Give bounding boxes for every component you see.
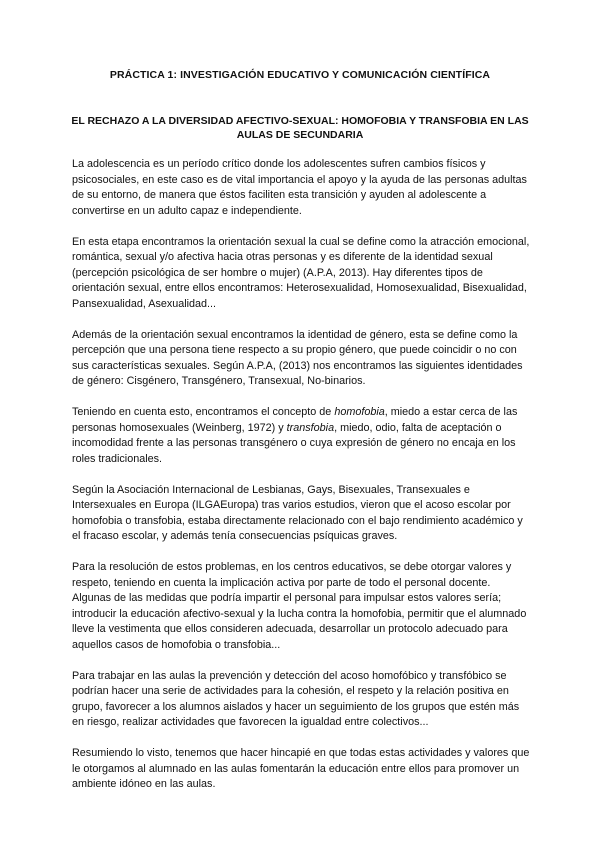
paragraph-text-segment: , miedo, odio, falta de aceptación o incomodidad frente a las personas transgénero o cuya expresión de género no encaja en los roles tradicionales.: [72, 421, 516, 465]
paragraph-resumen: Resumiendo lo visto, tenemos que hacer hincapié en que todas estas actividades y valores que le otorgamos al alumnado en las aulas fomentarán la educación entre ellos para promover un ambiente idóneo en las aulas.: [72, 747, 530, 790]
paragraph-text-segment: , miedo a estar cerca de las personas homosexuales (Weinberg, 1972) y: [72, 406, 518, 434]
term-transfobia: transfobia: [286, 421, 335, 434]
paragraph-resolucion: Para la resolución de estos problemas, en los centros educativos, se debe otorgar valores y respeto, teniendo en cuenta la implicación activa por parte de todo el personal docente. Algunas de las medidas que podría impartir el personal para impulsar estos valores sería; introducir la educación afectivo-sexual y la lucha contra la homofobia, permitir que el alumnado lleve la vestimenta que ellos consideren adecuada, desarrollar un protocolo adecuado para aquellos casos de homofobia o transfobia...: [72, 561, 527, 651]
paragraph-orientacion-sexual: En esta etapa encontramos la orientación sexual la cual se define como la atracción emocional, romántica, sexual y/o afectiva hacia otras personas y es diferente de la identidad sexual (percepción psicológica de ser hombre o mujer) (A.P.A, 2013). Hay diferentes tipos de orientación sexual, entre ellos encontramos: Heterosexualidad, Homosexualidad, Bisexualidad, Pansexualidad, Asexualidad...: [72, 235, 530, 310]
paragraph-text-segment: Teniendo en cuenta esto, encontramos el concepto de: [72, 406, 335, 418]
document-title: PRÁCTICA 1: INVESTIGACIÓN EDUCATIVO Y COMUNICACIÓN CIENTÍFICA: [109, 69, 491, 81]
paragraph-ilga-europa: Según la Asociación Internacional de Lesbianas, Gays, Bisexuales, Transexuales e Intersexuales en Europa (ILGAEuropa) tras varios estudios, vieron que el acoso escolar por homofobia o transfobia, estaba directamente relacionado con el bajo rendimiento académico y el fracaso escolar, y además tenía consecuencias psíquicas graves.: [72, 483, 523, 542]
document-body: [72, 157, 530, 793]
paragraph-adolescencia: La adolescencia es un período crítico donde los adolescentes sufren cambios físicos y psicosociales, en este caso es de vital importancia el apoyo y la ayuda de las personas adultas de su entorno, de manera que éstos faciliten esta transición y ayuden al adolescente a convertirse en un adulto capaz e independiente.: [72, 158, 527, 217]
paragraph-prevencion: Para trabajar en las aulas la prevención y detección del acoso homofóbico y transfóbico se podrían hacer una serie de actividades para la cohesión, el respeto y la relación positiva en grupo, favorecer a los alumnos aislados y hacer un seguimiento de los grupos que estén más en riesgo, realizar actividades que favorecen la igualdad entre colectivos...: [72, 669, 520, 728]
term-homofobia: homofobia: [334, 406, 385, 418]
paragraph-identidad-genero: Además de la orientación sexual encontramos la identidad de género, esta se define como la percepción que una persona tiene respecto a su propio género, que puede coincidir o no con sus características sexuales. Según A.P.A, (2013) nos encontramos las siguientes identidades de género: Cisgénero, Transgénero, Transexual, No-binarios.: [72, 328, 523, 387]
paragraph-homofobia-transfobia: [72, 405, 530, 467]
document-subtitle: EL RECHAZO A LA DIVERSIDAD AFECTIVO-SEXUAL: HOMOFOBIA Y TRANSFOBIA EN LAS AULAS DE SECUNDARIA: [71, 115, 529, 141]
